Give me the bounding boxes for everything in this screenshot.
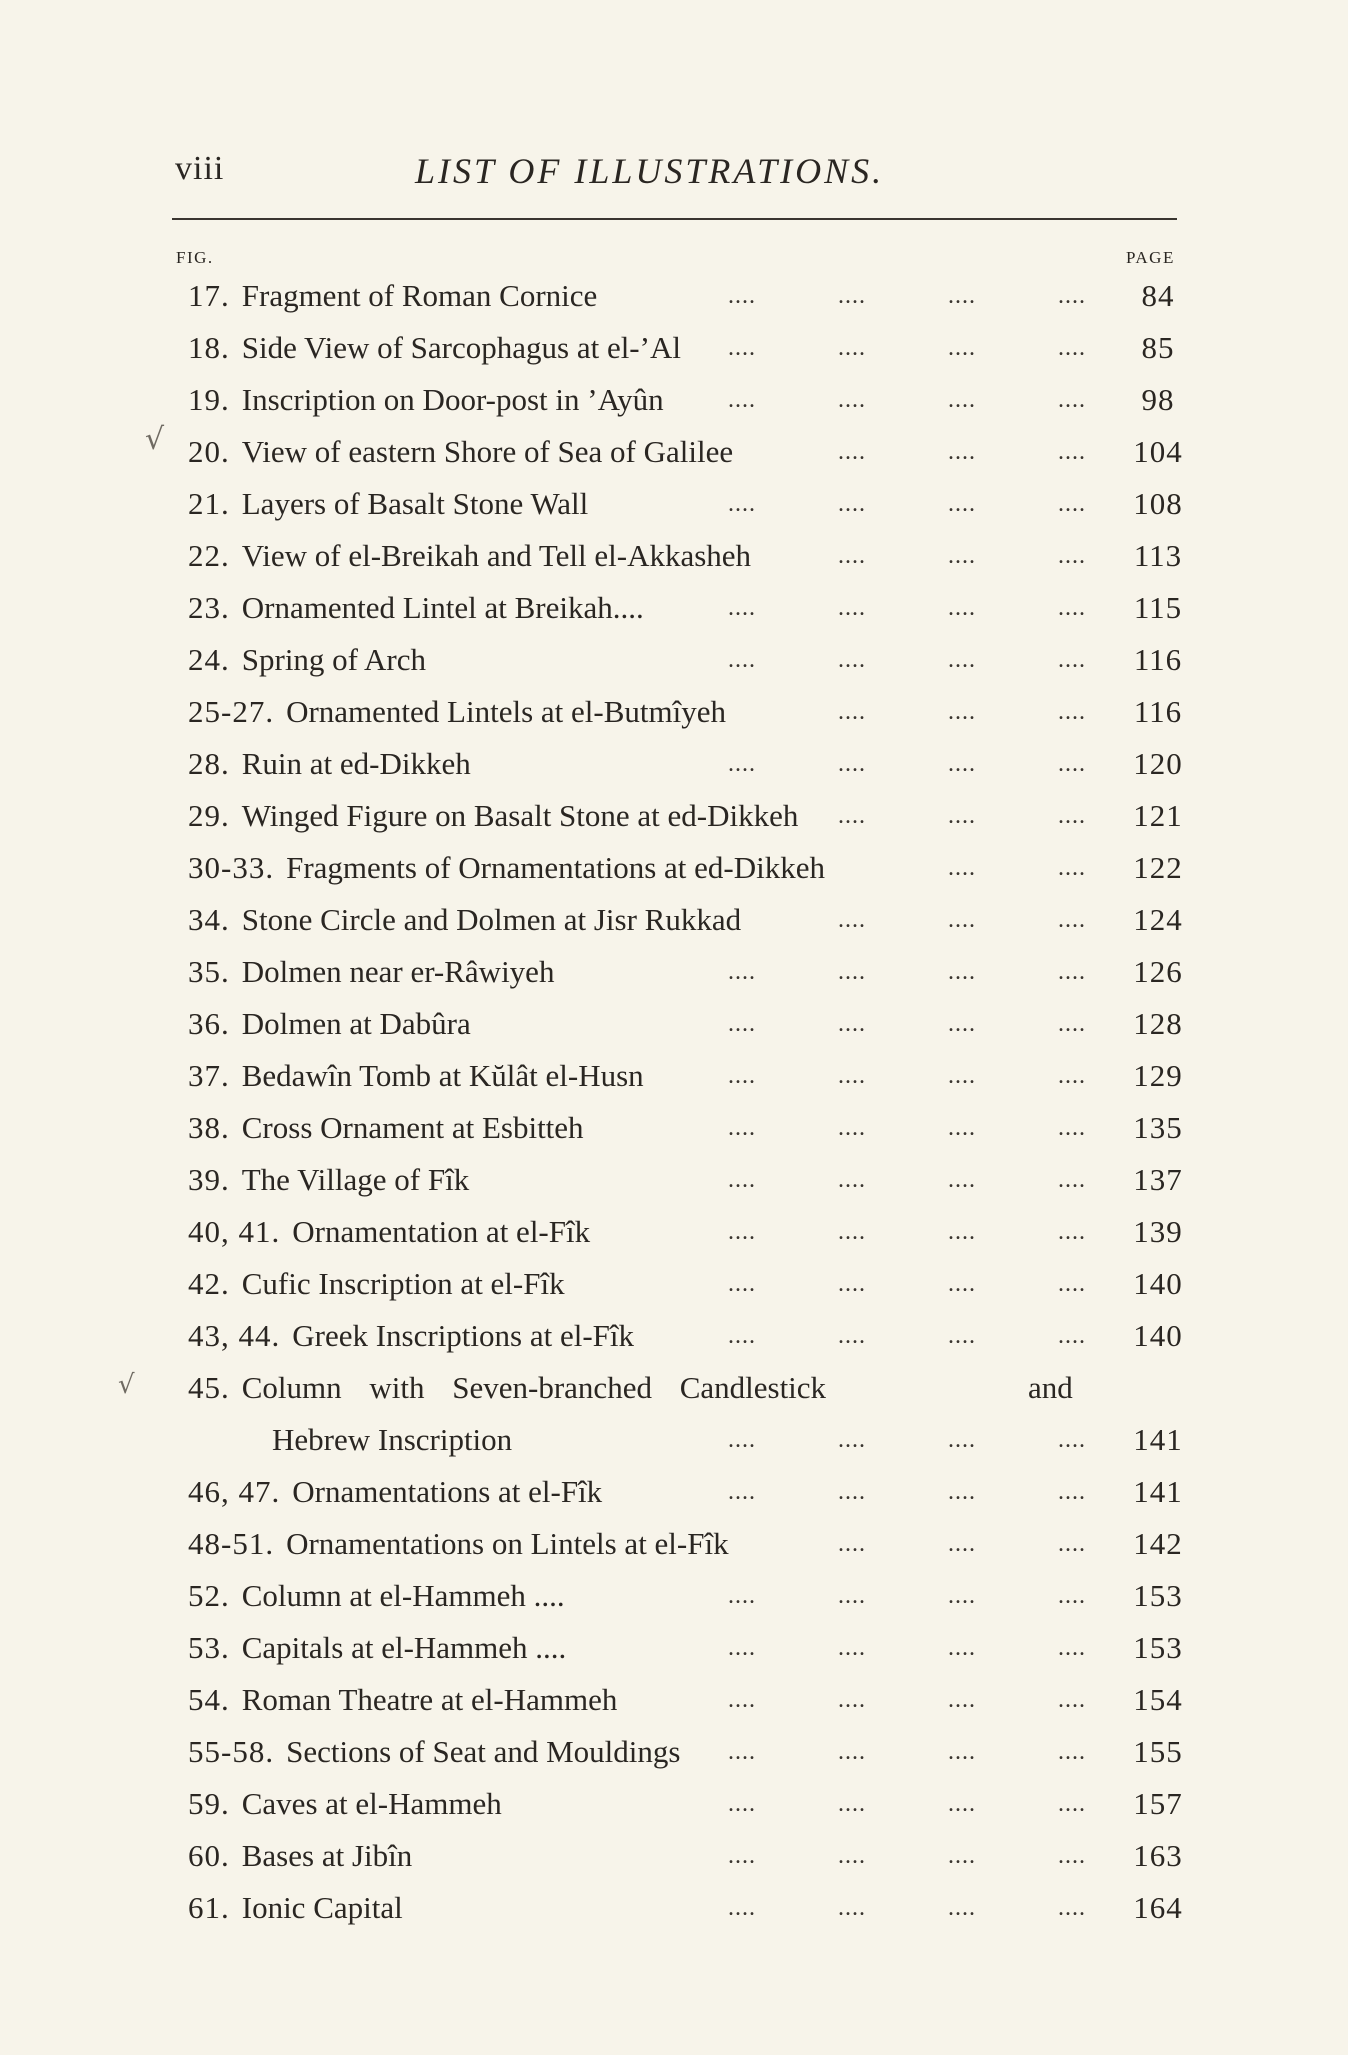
dot-leader: .... bbox=[728, 1687, 756, 1713]
dot-leader: .... bbox=[948, 803, 976, 829]
page-reference: 142 bbox=[1133, 1526, 1183, 1561]
dot-leader: .... bbox=[948, 959, 976, 985]
dot-leader: .... bbox=[728, 595, 756, 621]
page-header bbox=[170, 150, 1190, 200]
dot-leader: .... bbox=[838, 1323, 866, 1349]
dot-leader: .... bbox=[838, 1219, 866, 1245]
dot-leader: .... bbox=[1058, 751, 1086, 777]
dot-leader: .... bbox=[1058, 1791, 1086, 1817]
figure-number: 18. bbox=[188, 330, 230, 365]
pencil-check-mark-45: √ bbox=[118, 1370, 135, 1400]
dot-leader: .... bbox=[728, 1583, 756, 1609]
dot-leader: .... bbox=[1058, 1739, 1086, 1765]
dot-leader: .... bbox=[838, 1583, 866, 1609]
dot-leader: .... bbox=[948, 387, 976, 413]
list-item bbox=[188, 1882, 1188, 1934]
dot-leader: .... bbox=[948, 1739, 976, 1765]
illustration-title: Ornamentations on Lintels at el-Fîk bbox=[286, 1526, 729, 1561]
dot-leader: .... bbox=[728, 1323, 756, 1349]
illustration-title: Side View of Sarcophagus at el-’Al bbox=[241, 330, 681, 365]
page-reference: 120 bbox=[1133, 746, 1183, 781]
dot-leader: .... bbox=[1058, 543, 1086, 569]
dot-leader: .... bbox=[728, 1791, 756, 1817]
dot-leader: .... bbox=[838, 1687, 866, 1713]
dot-leader: .... bbox=[1058, 1687, 1086, 1713]
dot-leader: .... bbox=[948, 1635, 976, 1661]
page-reference: 153 bbox=[1133, 1630, 1183, 1665]
dot-leader: .... bbox=[728, 1167, 756, 1193]
figure-number: 19. bbox=[188, 382, 230, 417]
dot-leader: .... bbox=[948, 595, 976, 621]
figure-number: 25-27. bbox=[188, 694, 275, 729]
page-reference: 135 bbox=[1133, 1110, 1183, 1145]
dot-leader: .... bbox=[948, 1531, 976, 1557]
figure-number: 24. bbox=[188, 642, 230, 677]
list-item bbox=[188, 1518, 1188, 1570]
illustration-title: Caves at el-Hammeh bbox=[241, 1786, 502, 1821]
illustration-title: Dolmen at Dabûra bbox=[241, 1006, 471, 1041]
list-item bbox=[188, 1362, 1188, 1414]
dot-leader: .... bbox=[838, 959, 866, 985]
illustration-title: Cross Ornament at Esbitteh bbox=[241, 1110, 584, 1145]
dot-leader: .... bbox=[948, 283, 976, 309]
dot-leader: .... bbox=[1058, 283, 1086, 309]
figure-number: 40, 41. bbox=[188, 1214, 281, 1249]
dot-leader: .... bbox=[1058, 1167, 1086, 1193]
page-reference: 115 bbox=[1133, 590, 1183, 625]
figure-number: 34. bbox=[188, 902, 230, 937]
dot-leader: .... bbox=[838, 1791, 866, 1817]
page-reference: 122 bbox=[1133, 850, 1183, 885]
page-reference: 141 bbox=[1133, 1422, 1183, 1457]
page-reference: 116 bbox=[1133, 694, 1183, 729]
illustration-title: Ornamentation at el-Fîk bbox=[292, 1214, 591, 1249]
page-reference: 126 bbox=[1133, 954, 1183, 989]
dot-leader: .... bbox=[1058, 1583, 1086, 1609]
illustration-title: Fragments of Ornamentations at ed-Dikkeh bbox=[286, 850, 825, 885]
dot-leader: .... bbox=[728, 1011, 756, 1037]
dot-leader: .... bbox=[948, 491, 976, 517]
dot-leader: .... bbox=[1058, 907, 1086, 933]
dot-leader: .... bbox=[838, 699, 866, 725]
list-item bbox=[188, 1570, 1188, 1622]
dot-leader: .... bbox=[948, 647, 976, 673]
illustration-title: View of el-Breikah and Tell el-Akkasheh bbox=[241, 538, 752, 573]
dot-leader: .... bbox=[948, 699, 976, 725]
page-reference: 128 bbox=[1133, 1006, 1183, 1041]
dot-leader: .... bbox=[728, 1479, 756, 1505]
dot-leader: .... bbox=[1058, 1427, 1086, 1453]
dot-leader: .... bbox=[948, 855, 976, 881]
illustration-title: Hebrew Inscription bbox=[272, 1422, 513, 1457]
dot-leader: .... bbox=[838, 907, 866, 933]
dot-leader: .... bbox=[838, 1063, 866, 1089]
list-item bbox=[188, 946, 1188, 998]
dot-leader: .... bbox=[948, 1427, 976, 1453]
figure-number: 36. bbox=[188, 1006, 230, 1041]
page-reference: 140 bbox=[1133, 1266, 1183, 1301]
dot-leader: .... bbox=[728, 1739, 756, 1765]
page-reference: 108 bbox=[1133, 486, 1183, 521]
dot-leader: .... bbox=[838, 1479, 866, 1505]
page-reference: 113 bbox=[1133, 538, 1183, 573]
figure-number: 42. bbox=[188, 1266, 230, 1301]
dot-leader: .... bbox=[1058, 1063, 1086, 1089]
illustration-title: Ornamented Lintel at Breikah.... bbox=[241, 590, 644, 625]
page-column-heading: PAGE bbox=[1126, 248, 1175, 267]
dot-leader: .... bbox=[728, 1843, 756, 1869]
page-reference: 141 bbox=[1133, 1474, 1183, 1509]
dot-leader: .... bbox=[948, 1011, 976, 1037]
dot-leader: .... bbox=[838, 595, 866, 621]
list-item bbox=[188, 998, 1188, 1050]
illustration-title: Ornamented Lintels at el-Butmîyeh bbox=[286, 694, 726, 729]
dot-leader: .... bbox=[948, 1791, 976, 1817]
dot-leader: .... bbox=[838, 1895, 866, 1921]
dot-leader: .... bbox=[838, 335, 866, 361]
illustration-title: Ruin at ed-Dikkeh bbox=[241, 746, 471, 781]
page-reference: 121 bbox=[1133, 798, 1183, 833]
dot-leader: .... bbox=[838, 387, 866, 413]
figure-number: 61. bbox=[188, 1890, 230, 1925]
list-item bbox=[188, 1778, 1188, 1830]
illustration-title: Winged Figure on Basalt Stone at ed-Dikkeh bbox=[241, 798, 799, 833]
illustration-title: Roman Theatre at el-Hammeh bbox=[241, 1682, 618, 1717]
page-reference: 157 bbox=[1133, 1786, 1183, 1821]
dot-leader: .... bbox=[1058, 1895, 1086, 1921]
dot-leader: .... bbox=[948, 1479, 976, 1505]
dot-leader: .... bbox=[838, 1531, 866, 1557]
page-reference: 139 bbox=[1133, 1214, 1183, 1249]
dot-leader: .... bbox=[948, 1115, 976, 1141]
list-item bbox=[188, 790, 1188, 842]
illustration-title: Cufic Inscription at el-Fîk bbox=[241, 1266, 565, 1301]
running-title: LIST OF ILLUSTRATIONS. bbox=[415, 151, 885, 191]
page-reference: 137 bbox=[1133, 1162, 1183, 1197]
dot-leader: .... bbox=[1058, 1011, 1086, 1037]
figure-number: 52. bbox=[188, 1578, 230, 1613]
figure-number: 38. bbox=[188, 1110, 230, 1145]
dot-leader: .... bbox=[728, 1271, 756, 1297]
illustration-title: View of eastern Shore of Sea of Galilee bbox=[241, 434, 734, 469]
dot-leader: .... bbox=[728, 1115, 756, 1141]
figure-number: 54. bbox=[188, 1682, 230, 1717]
page-reference: 129 bbox=[1133, 1058, 1183, 1093]
dot-leader: .... bbox=[1058, 647, 1086, 673]
illustration-title: Capitals at el-Hammeh .... bbox=[241, 1630, 567, 1665]
illustration-list bbox=[188, 270, 1188, 1934]
figure-number: 48-51. bbox=[188, 1526, 275, 1561]
dot-leader: .... bbox=[948, 1843, 976, 1869]
dot-leader: .... bbox=[838, 1843, 866, 1869]
dot-leader: .... bbox=[1058, 855, 1086, 881]
figure-number: 20. bbox=[188, 434, 230, 469]
dot-leader: .... bbox=[838, 1115, 866, 1141]
page-reference: 154 bbox=[1133, 1682, 1183, 1717]
list-item bbox=[188, 1154, 1188, 1206]
illustration-title: Dolmen near er-Râwiyeh bbox=[241, 954, 555, 989]
figure-number: 60. bbox=[188, 1838, 230, 1873]
illustration-title: Inscription on Door-post in ’Ayûn bbox=[241, 382, 664, 417]
dot-leader: .... bbox=[1058, 1479, 1086, 1505]
list-item bbox=[188, 374, 1188, 426]
dot-leader: .... bbox=[948, 439, 976, 465]
dot-leader: .... bbox=[728, 283, 756, 309]
page-reference: 98 bbox=[1141, 382, 1175, 417]
list-item bbox=[188, 1726, 1188, 1778]
dot-leader: .... bbox=[728, 1895, 756, 1921]
dot-leader: .... bbox=[728, 491, 756, 517]
list-item bbox=[188, 1674, 1188, 1726]
fig-column-heading: FIG. bbox=[176, 248, 214, 267]
list-item bbox=[188, 894, 1188, 946]
dot-leader: .... bbox=[1058, 1843, 1086, 1869]
list-item bbox=[188, 1310, 1188, 1362]
illustration-title: Column at el-Hammeh .... bbox=[241, 1578, 565, 1613]
list-item bbox=[188, 1622, 1188, 1674]
figure-number: 55-58. bbox=[188, 1734, 275, 1769]
figure-number: 23. bbox=[188, 590, 230, 625]
page-reference: 163 bbox=[1133, 1838, 1183, 1873]
page-reference: 84 bbox=[1141, 278, 1175, 313]
illustration-title: Layers of Basalt Stone Wall bbox=[241, 486, 589, 521]
dot-leader: .... bbox=[838, 751, 866, 777]
dot-leader: .... bbox=[948, 335, 976, 361]
dot-leader: .... bbox=[728, 1427, 756, 1453]
dot-leader: .... bbox=[1058, 1219, 1086, 1245]
header-rule bbox=[172, 218, 1177, 220]
list-item bbox=[188, 1102, 1188, 1154]
page-number: viii bbox=[175, 150, 225, 187]
figure-number: 46, 47. bbox=[188, 1474, 281, 1509]
page-reference: 140 bbox=[1133, 1318, 1183, 1353]
dot-leader: .... bbox=[948, 543, 976, 569]
page-reference: 155 bbox=[1133, 1734, 1183, 1769]
dot-leader: .... bbox=[728, 335, 756, 361]
list-item bbox=[188, 738, 1188, 790]
illustration-title: Bedawîn Tomb at Kŭlât el-Husn bbox=[241, 1058, 644, 1093]
figure-number: 35. bbox=[188, 954, 230, 989]
illustration-title: Column with Seven-branched Candlestick bbox=[241, 1370, 827, 1405]
dot-leader: .... bbox=[838, 1635, 866, 1661]
list-item bbox=[188, 1258, 1188, 1310]
dot-leader: .... bbox=[1058, 699, 1086, 725]
dot-leader: .... bbox=[1058, 959, 1086, 985]
dot-leader: .... bbox=[1058, 1531, 1086, 1557]
list-item bbox=[188, 1206, 1188, 1258]
dot-leader: .... bbox=[838, 283, 866, 309]
page-reference: 153 bbox=[1133, 1578, 1183, 1613]
dot-leader: .... bbox=[1058, 595, 1086, 621]
figure-number: 39. bbox=[188, 1162, 230, 1197]
pencil-check-mark-20: √ bbox=[145, 422, 165, 457]
dot-leader: .... bbox=[1058, 491, 1086, 517]
dot-leader: .... bbox=[948, 1583, 976, 1609]
dot-leader: .... bbox=[728, 1635, 756, 1661]
list-item bbox=[188, 1830, 1188, 1882]
dot-leader: .... bbox=[948, 907, 976, 933]
dot-leader: .... bbox=[948, 751, 976, 777]
dot-leader: .... bbox=[948, 1271, 976, 1297]
dot-leader: .... bbox=[728, 647, 756, 673]
dot-leader: .... bbox=[948, 1167, 976, 1193]
dot-leader: .... bbox=[1058, 1115, 1086, 1141]
figure-number: 21. bbox=[188, 486, 230, 521]
dot-leader: .... bbox=[838, 439, 866, 465]
dot-leader: .... bbox=[1058, 803, 1086, 829]
figure-number: 53. bbox=[188, 1630, 230, 1665]
figure-number: 30-33. bbox=[188, 850, 275, 885]
dot-leader: .... bbox=[1058, 335, 1086, 361]
page-reference: 104 bbox=[1133, 434, 1183, 469]
dot-leader: .... bbox=[838, 647, 866, 673]
illustration-title: Stone Circle and Dolmen at Jisr Rukkad bbox=[241, 902, 742, 937]
dot-leader: .... bbox=[838, 491, 866, 517]
list-item bbox=[188, 322, 1188, 374]
list-item bbox=[188, 478, 1188, 530]
dot-leader: .... bbox=[1058, 1323, 1086, 1349]
figure-number: 22. bbox=[188, 538, 230, 573]
dot-leader: .... bbox=[948, 1895, 976, 1921]
list-item bbox=[188, 1050, 1188, 1102]
list-item bbox=[188, 842, 1188, 894]
figure-number: 37. bbox=[188, 1058, 230, 1093]
dot-leader: .... bbox=[1058, 387, 1086, 413]
illustration-title: Greek Inscriptions at el-Fîk bbox=[292, 1318, 635, 1353]
dot-leader: .... bbox=[838, 1167, 866, 1193]
list-item bbox=[188, 1414, 1188, 1466]
dot-leader: .... bbox=[728, 1219, 756, 1245]
dot-leader: .... bbox=[728, 751, 756, 777]
dot-leader: .... bbox=[948, 1323, 976, 1349]
page-reference: 116 bbox=[1133, 642, 1183, 677]
dot-leader: .... bbox=[728, 387, 756, 413]
figure-number: 45. bbox=[188, 1370, 230, 1405]
dot-leader: .... bbox=[838, 1739, 866, 1765]
list-item bbox=[188, 582, 1188, 634]
page-reference: 164 bbox=[1133, 1890, 1183, 1925]
list-item bbox=[188, 1466, 1188, 1518]
dot-leader: .... bbox=[948, 1063, 976, 1089]
dot-leader: .... bbox=[838, 1427, 866, 1453]
dot-leader: .... bbox=[948, 1687, 976, 1713]
figure-number: 29. bbox=[188, 798, 230, 833]
list-item bbox=[188, 634, 1188, 686]
dot-leader: .... bbox=[838, 1011, 866, 1037]
illustration-title: Fragment of Roman Cornice bbox=[241, 278, 598, 313]
dot-leader: .... bbox=[1058, 1271, 1086, 1297]
list-item bbox=[188, 270, 1188, 322]
dot-leader: .... bbox=[948, 1219, 976, 1245]
dot-leader: .... bbox=[728, 1063, 756, 1089]
dot-leader: .... bbox=[838, 803, 866, 829]
list-item bbox=[188, 530, 1188, 582]
illustration-title: Ionic Capital bbox=[241, 1890, 403, 1925]
continuation-word: and bbox=[1028, 1370, 1073, 1405]
page-reference: 85 bbox=[1141, 330, 1175, 365]
figure-number: 17. bbox=[188, 278, 230, 313]
dot-leader: .... bbox=[838, 1271, 866, 1297]
figure-number: 59. bbox=[188, 1786, 230, 1821]
page-reference: 124 bbox=[1133, 902, 1183, 937]
dot-leader: .... bbox=[728, 959, 756, 985]
illustration-title: Bases at Jibîn bbox=[241, 1838, 413, 1873]
figure-number: 43, 44. bbox=[188, 1318, 281, 1353]
list-item bbox=[188, 426, 1188, 478]
list-item bbox=[188, 686, 1188, 738]
dot-leader: .... bbox=[1058, 1635, 1086, 1661]
illustration-title: Spring of Arch bbox=[241, 642, 427, 677]
dot-leader: .... bbox=[838, 543, 866, 569]
dot-leader: .... bbox=[1058, 439, 1086, 465]
illustration-title: The Village of Fîk bbox=[241, 1162, 470, 1197]
illustration-title: Ornamentations at el-Fîk bbox=[292, 1474, 603, 1509]
illustration-title: Sections of Seat and Mouldings bbox=[286, 1734, 681, 1769]
figure-number: 28. bbox=[188, 746, 230, 781]
